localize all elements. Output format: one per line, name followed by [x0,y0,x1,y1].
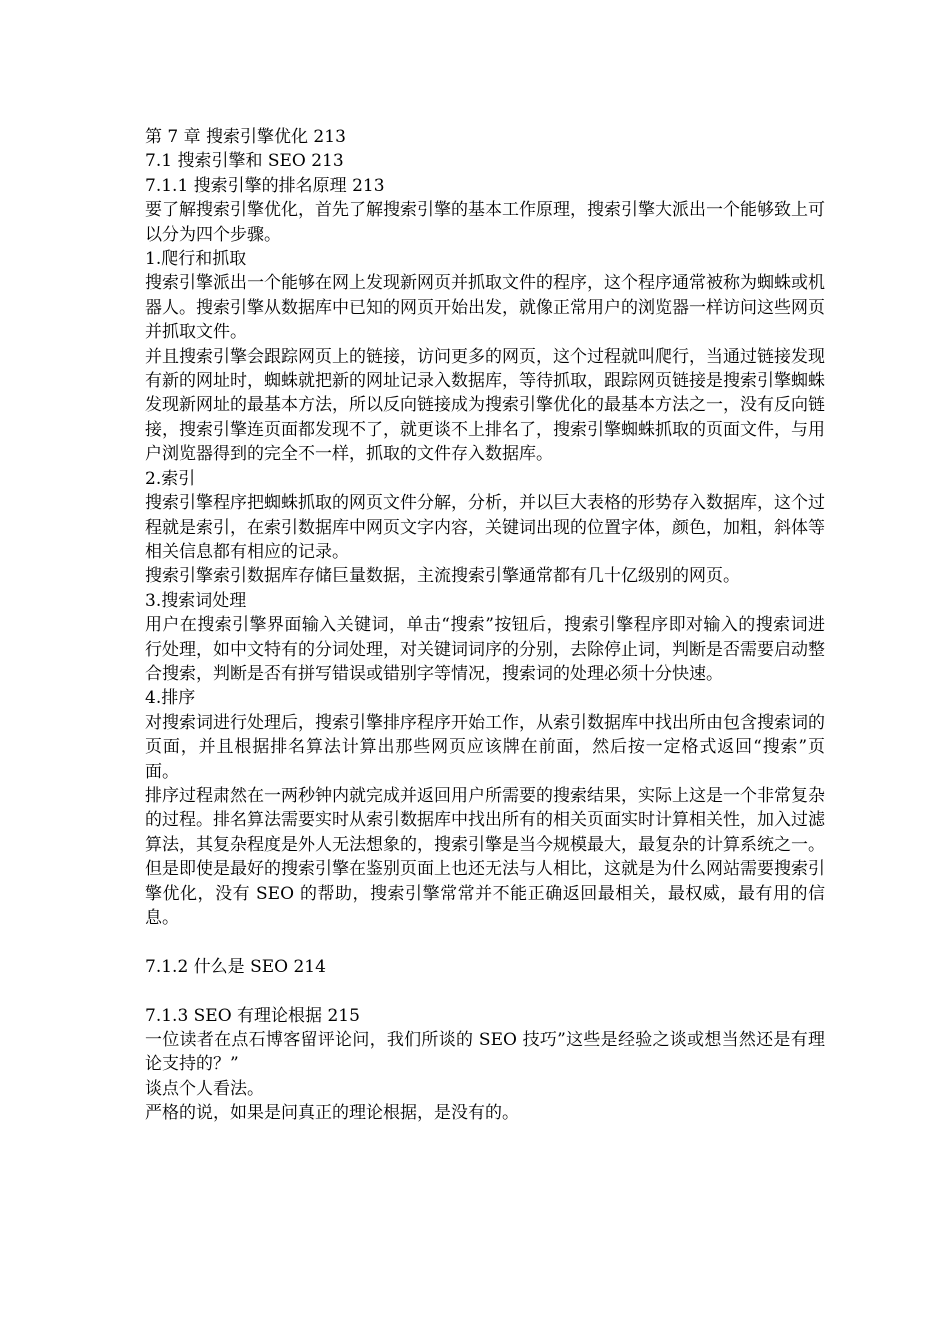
step-heading: 1.爬行和抓取 [145,249,247,270]
paragraph: 搜索引擎程序把蜘蛛抓取的网页文件分解，分析，并以巨大表格的形势存入数据库，这个过程就是索引，在索引数据库中网页文字内容，关键词出现的位置字体，颜色，加粗，斜体等相关信息都有相应的记录。 [145,493,825,562]
document-body [145,125,825,1126]
paragraph: 并且搜索引擎会跟踪网页上的链接，访问更多的网页，这个过程就叫爬行，当通过链接发现有新的网址时，蜘蛛就把新的网址记录入数据库，等待抓取，跟踪网页链接是搜索引擎蜘蛛发现新网址的最基本方法，所以反向链接成为搜索引擎优化的最基本方法之一，没有反向链接，搜索引擎连页面都发现不了，就更谈不上排名了，搜索引擎蜘蛛抓取的页面文件，与用户浏览器得到的完全不一样，抓取的文件存入数据库。 [145,346,825,465]
paragraph: 搜索引擎索引数据库存储巨量数据，主流搜索引擎通常都有几十亿级别的网页。 [145,566,740,587]
paragraph: 一位读者在点石博客留评论问，我们所谈的 SEO 技巧”这些是经验之谈或想当然还是有理论支持的？” [145,1030,825,1075]
paragraph: 搜索引擎派出一个能够在网上发现新网页并抓取文件的程序，这个程序通常被称为蜘蛛或机器人。搜索引擎从数据库中已知的网页开始出发，就像正常用户的浏览器一样访问这些网页并抓取文件。 [145,273,825,343]
step-heading: 2.索引 [145,468,196,489]
subsection-heading: 7.1.2 什么是 SEO 214 [145,956,326,977]
step-heading: 3.搜索词处理 [145,590,247,611]
paragraph: 谈点个人看法。 [145,1078,264,1099]
section-heading: 7.1 搜索引擎和 SEO 213 [145,151,344,172]
chapter-heading: 第 7 章 搜索引擎优化 213 [145,127,346,147]
blank-line [145,979,825,1003]
paragraph: 用户在搜索引擎界面输入关键词，单击“搜索”按钮后，搜索引擎程序即对输入的搜索词进行处理，如中文特有的分词处理，对关键词词序的分别，去除停止词，判断是否需要启动整合搜索，判断是否有拼写错误或错别字等情况，搜索词的处理必须十分快速。 [145,615,825,684]
paragraph: 排序过程肃然在一两秒钟内就完成并返回用户所需要的搜索结果，实际上这是一个非常复杂的过程。排名算法需要实时从索引数据库中找出所有的相关页面实时计算相关性，加入过滤算法，其复杂程度是外人无法想象的，搜索引擎是当今规模最大，最复杂的计算系统之一。 [145,785,825,855]
paragraph: 要了解搜索引擎优化，首先了解搜索引擎的基本工作原理，搜索引擎大派出一个能够致上可以分为四个步骤。 [145,200,825,245]
blank-line [145,930,825,954]
paragraph: 但是即使是最好的搜索引擎在鉴别页面上也还无法与人相比，这就是为什么网站需要搜索引擎优化，没有 SEO 的帮助，搜索引擎常常并不能正确返回最相关，最权威，最有用的信息。 [145,859,825,928]
subsection-heading: 7.1.1 搜索引擎的排名原理 213 [145,175,385,196]
paragraph: 严格的说，如果是问真正的理论根据，是没有的。 [145,1103,519,1124]
step-heading: 4.排序 [145,688,196,709]
paragraph: 对搜索词进行处理后，搜索引擎排序程序开始工作，从索引数据库中找出所由包含搜索词的页面，并且根据排名算法计算出那些网页应该牌在前面，然后按一定格式返回“搜索”页面。 [145,712,825,782]
subsection-heading: 7.1.3 SEO 有理论根据 215 [145,1005,360,1026]
